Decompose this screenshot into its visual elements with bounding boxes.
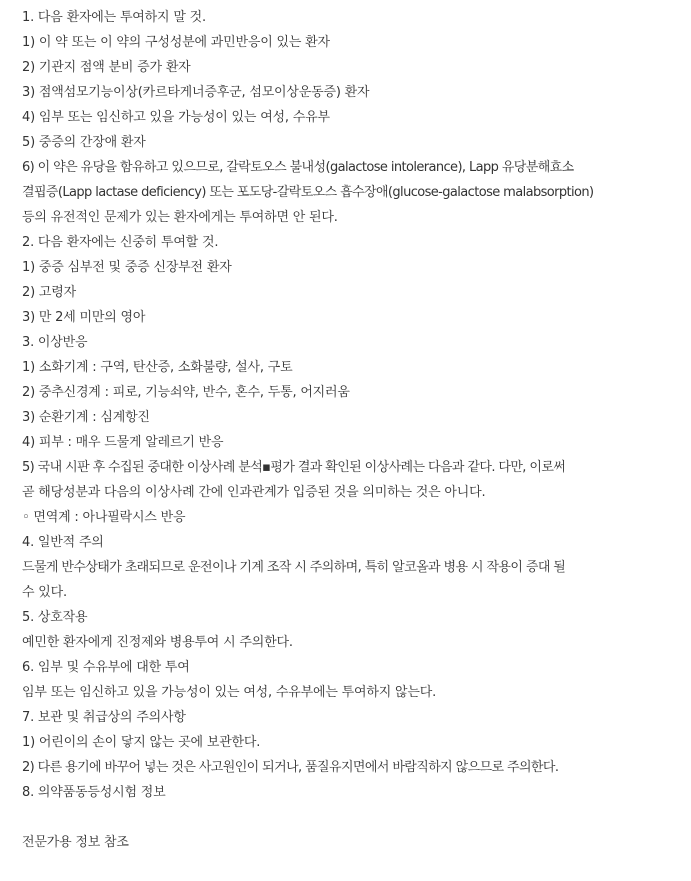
section-heading-careful-administration: 2. 다음 환자에는 신중히 투여할 것. — [22, 235, 219, 250]
section-heading-storage: 7. 보관 및 취급상의 주의사항 — [22, 710, 186, 725]
list-item: 2) 기관지 점액 분비 증가 환자 — [22, 60, 191, 75]
list-item: 2) 고령자 — [22, 285, 76, 300]
section-heading-bioequivalence: 8. 의약품동등성시험 정보 — [22, 785, 166, 800]
footer-note: 전문가용 정보 참조 — [22, 835, 129, 850]
list-item: 5) 중증의 간장애 환자 — [22, 135, 146, 150]
section-heading-adverse-reactions: 3. 이상반응 — [22, 335, 88, 350]
section-heading-contraindications: 1. 다음 환자에는 투여하지 말 것. — [22, 10, 206, 25]
paragraph-text: 예민한 환자에게 진정제와 병용투여 시 주의한다. — [22, 635, 293, 650]
list-item: 4) 임부 또는 임신하고 있을 가능성이 있는 여성, 수유부 — [22, 110, 330, 125]
blank-line — [22, 805, 679, 830]
list-item: 6) 이 약은 유당을 함유하고 있으므로, 갈락토오스 불내성(galactose intolerance), Lapp 유당분해효소 — [22, 160, 574, 175]
list-item: 2) 중추신경계 : 피로, 기능쇠약, 반수, 혼수, 두통, 어지러움 — [22, 385, 350, 400]
list-item: 1) 어린이의 손이 닿지 않는 곳에 보관한다. — [22, 735, 261, 750]
paragraph-text: 임부 또는 임신하고 있을 가능성이 있는 여성, 수유부에는 투여하지 않는다. — [22, 685, 436, 700]
list-item-continuation: 곧 해당성분과 다음의 이상사례 간에 인과관계가 입증된 것을 의미하는 것은 아니다. — [22, 485, 486, 500]
paragraph-continuation: 수 있다. — [22, 585, 67, 600]
paragraph-text: 드물게 반수상태가 초래되므로 운전이나 기계 조작 시 주의하며, 특히 알코올과 병용 시 작용이 증대 될 — [22, 560, 566, 575]
list-item: 5) 국내 시판 후 수집된 중대한 이상사례 분석▪평가 결과 확인된 이상사례는 다음과 같다. 다만, 이로써 — [22, 460, 566, 475]
sub-list-item: ◦ 면역계 : 아나필락시스 반응 — [22, 510, 186, 525]
list-item: 3) 점액섬모기능이상(카르타게너증후군, 섬모이상운동증) 환자 — [22, 85, 370, 100]
list-item-continuation: 등의 유전적인 문제가 있는 환자에게는 투여하면 안 된다. — [22, 210, 338, 225]
list-item: 1) 소화기계 : 구역, 탄산증, 소화불량, 설사, 구토 — [22, 360, 293, 375]
list-item: 1) 중증 심부전 및 중증 신장부전 환자 — [22, 260, 232, 275]
list-item-continuation: 결핍증(Lapp lactase deficiency) 또는 포도당-갈락토오스 흡수장애(glucose-galactose malabsorption) — [22, 185, 594, 200]
section-heading-general-precautions: 4. 일반적 주의 — [22, 535, 104, 550]
list-item: 4) 피부 : 매우 드물게 알레르기 반응 — [22, 435, 224, 450]
list-item: 3) 순환기계 : 심계항진 — [22, 410, 150, 425]
list-item: 3) 만 2세 미만의 영아 — [22, 310, 146, 325]
section-heading-interactions: 5. 상호작용 — [22, 610, 88, 625]
list-item: 2) 다른 용기에 바꾸어 넣는 것은 사고원인이 되거나, 품질유지면에서 바람직하지 않으므로 주의한다. — [22, 760, 559, 775]
list-item: 1) 이 약 또는 이 약의 구성성분에 과민반응이 있는 환자 — [22, 35, 330, 50]
section-heading-pregnancy: 6. 임부 및 수유부에 대한 투여 — [22, 660, 190, 675]
